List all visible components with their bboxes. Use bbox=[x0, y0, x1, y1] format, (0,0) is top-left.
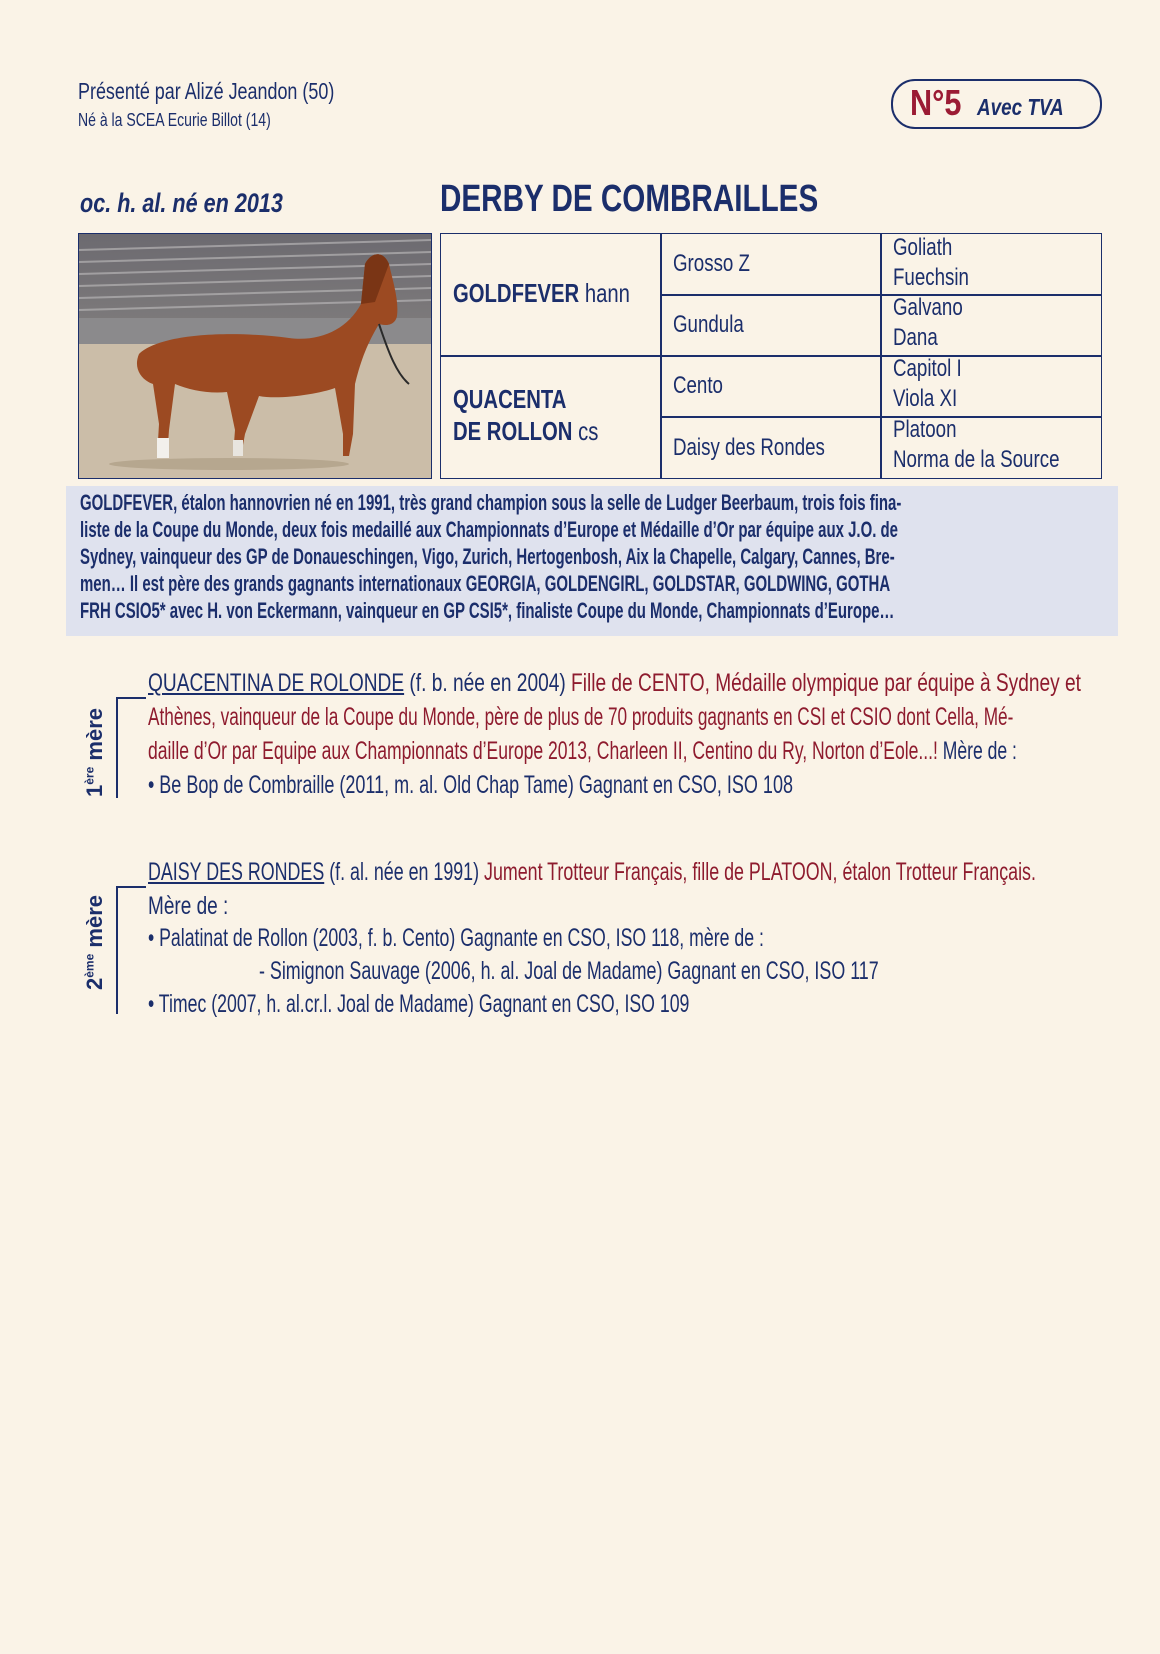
pedigree-table bbox=[440, 233, 1102, 479]
first-dam-line-2: Athènes, vainqueur de la Coupe du Monde, père de plus de 70 produits gagnants en CSI et CSIO dont Cella, Mé- bbox=[148, 703, 1014, 731]
second-dam-mother-of: Mère de : bbox=[148, 892, 229, 920]
first-dam-bracket-top bbox=[116, 697, 146, 699]
second-dam-label: 2ème mère bbox=[82, 895, 107, 990]
great-grandparent-5: Capitol I bbox=[893, 355, 962, 382]
second-dam-name: DAISY DES RONDES bbox=[148, 858, 325, 886]
first-dam-details: (f. b. née en 2004) bbox=[409, 669, 566, 697]
second-dam-details: (f. al. née en 1991) bbox=[329, 858, 480, 886]
first-dam-line-1 bbox=[148, 669, 1081, 698]
first-dam-label: 1ère mère bbox=[82, 708, 107, 797]
dam-cell-line2 bbox=[453, 416, 598, 447]
first-dam-bracket bbox=[116, 697, 118, 798]
second-dam-bracket-top bbox=[116, 886, 146, 888]
horse-photo bbox=[78, 233, 432, 479]
first-dam-name: QUACENTINA DE ROLONDE bbox=[148, 669, 405, 697]
sire-description-line: liste de la Coupe du Monde, deux fois medaillé aux Championnats d’Europe et Médaille d’Or par équipe aux J.O. de bbox=[80, 517, 898, 542]
great-grandparent-4: Dana bbox=[893, 324, 938, 351]
great-grandparent-1: Goliath bbox=[893, 234, 953, 261]
dam-breed: cs bbox=[578, 416, 599, 446]
sire-sire: Grosso Z bbox=[673, 250, 750, 277]
sire-name: GOLDFEVER bbox=[453, 278, 580, 308]
great-grandparent-3: Galvano bbox=[893, 294, 963, 321]
first-dam-line3-text: daille d’Or par Equipe aux Championnats d’Europe 2013, Charleen II, Centino du Ry, Norton d’Eole...! bbox=[148, 737, 938, 765]
second-dam-produce-1-child: - Simignon Sauvage (2006, h. al. Joal de Madame) Gagnant en CSO, ISO 117 bbox=[259, 957, 879, 985]
horse-name: DERBY DE COMBRAILLES bbox=[440, 178, 819, 220]
second-dam-produce-1: • Palatinat de Rollon (2003, f. b. Cento) Gagnante en CSO, ISO 118, mère de : bbox=[148, 924, 764, 952]
sire-dam: Gundula bbox=[673, 311, 744, 338]
first-dam-line1-text: Fille de CENTO, Médaille olympique par équipe à Sydney et bbox=[571, 669, 1081, 697]
horse-illustration bbox=[79, 234, 432, 479]
sire-description-line: Sydney, vainqueur des GP de Donaueschingen, Vigo, Zurich, Hertogenbosh, Aix la Chapelle, Calgary, Cannes, Bre- bbox=[80, 544, 895, 569]
birthplace-text: Né à la SCEA Ecurie Billot (14) bbox=[78, 110, 271, 130]
sire-description-line: men… Il est père des grands gagnants internationaux GEORGIA, GOLDENGIRL, GOLDSTAR, GOLDWING, GOTHA bbox=[80, 571, 891, 596]
dam-name-line2: DE ROLLON bbox=[453, 416, 573, 446]
lot-tva-label: Avec TVA bbox=[977, 94, 1064, 120]
dam-name-line1: QUACENTA bbox=[453, 384, 567, 414]
horse-description: oc. h. al. né en 2013 bbox=[80, 188, 283, 218]
first-dam-mother-of: Mère de : bbox=[942, 737, 1017, 765]
great-grandparent-8: Norma de la Source bbox=[893, 446, 1060, 473]
first-dam-produce: • Be Bop de Combraille (2011, m. al. Old Chap Tame) Gagnant en CSO, ISO 108 bbox=[148, 771, 793, 799]
second-dam-produce-2: • Timec (2007, h. al.cr.l. Joal de Madame) Gagnant en CSO, ISO 109 bbox=[148, 990, 690, 1018]
sire-cell bbox=[453, 278, 630, 309]
presenter-text: Présenté par Alizé Jeandon (50) bbox=[78, 78, 335, 104]
sire-description-line: GOLDFEVER, étalon hannovrien né en 1991, très grand champion sous la selle de Ludger Beerbaum, trois fois fina- bbox=[80, 490, 902, 515]
great-grandparent-7: Platoon bbox=[893, 416, 957, 443]
second-dam-line-1 bbox=[148, 858, 1036, 887]
dam-sire: Cento bbox=[673, 372, 723, 399]
sire-breed: hann bbox=[584, 278, 630, 308]
great-grandparent-2: Fuechsin bbox=[893, 264, 969, 291]
dam-dam: Daisy des Rondes bbox=[673, 434, 825, 461]
great-grandparent-6: Viola XI bbox=[893, 385, 958, 412]
lot-number: N°5 bbox=[910, 82, 962, 123]
dam-cell-line1 bbox=[453, 384, 566, 415]
second-dam-bracket bbox=[116, 886, 118, 1014]
sire-description-line: FRH CSIO5* avec H. von Eckermann, vainqueur en GP CSI5*, finaliste Coupe du Monde, Championnats d’Europe… bbox=[80, 598, 895, 623]
second-dam-line1-text: Jument Trotteur Français, fille de PLATOON, étalon Trotteur Français. bbox=[484, 858, 1036, 886]
first-dam-line-3 bbox=[148, 737, 1017, 766]
